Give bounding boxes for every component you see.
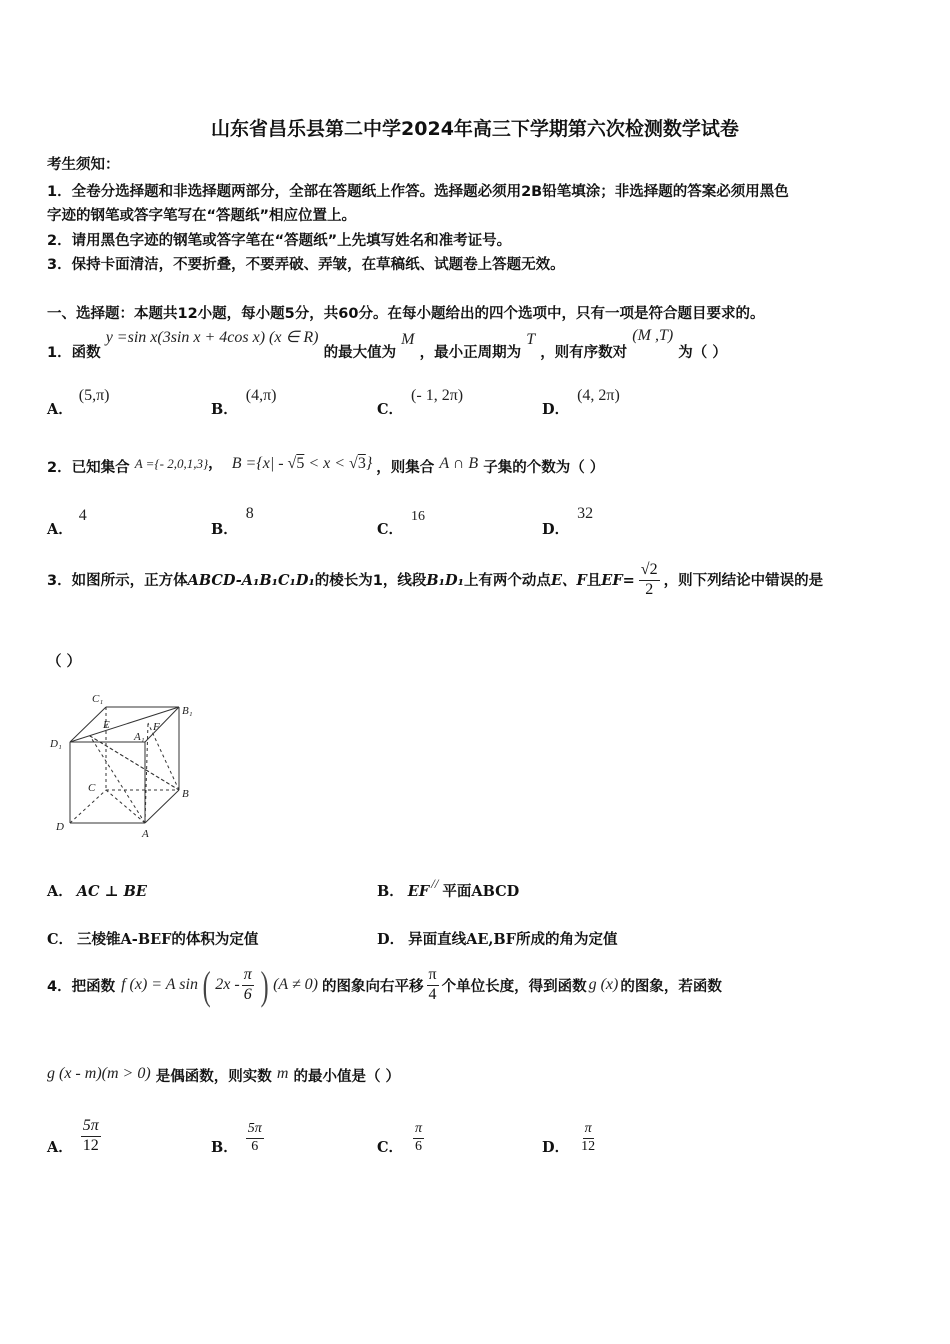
label-d: D <box>56 821 64 833</box>
notice-line-2: 2．请用黑色字迹的钢笔或答字笔在“答题纸”上先填写姓名和准考证号。 <box>47 233 512 249</box>
q2-lead: 2．已知集合 <box>47 460 130 476</box>
label-e: E <box>103 719 110 731</box>
q2-text-1: ，则集合 <box>376 460 435 476</box>
label-d1: D₁ <box>50 738 62 750</box>
q1-pair: (M ,T) <box>632 327 674 344</box>
label-b1: B₁ <box>182 705 193 717</box>
section-header: 一、选择题：本题共12小题，每小题5分，共60分。在每小题给出的四个选项中，只有一项是符合题目要求的。 <box>47 306 765 322</box>
label-b: B <box>182 788 189 800</box>
q1-option-c[interactable]: C．(- 1, 2π) <box>377 387 464 418</box>
question-1 <box>47 326 727 361</box>
label-f: F <box>153 721 160 733</box>
q3-ef-fraction: $\frac{√2}{2}$ <box>640 561 658 598</box>
q4-option-a[interactable]: A． $\frac{5\pi}{12}$ <box>47 1117 99 1156</box>
q3-option-a[interactable]: A． AC ⊥ BE <box>47 883 147 900</box>
label-c1: C₁ <box>92 693 104 705</box>
question-4: 4．把函数 f (x) = A sin ( 2x - $\frac{\pi}{6}$ ) (A ≠ 0) 的图象向右平移 $\frac{\pi}{4}$ 个单位长度，得到函数 g (x) 的图象，若函数 <box>47 962 722 1008</box>
label-a: A <box>142 828 149 840</box>
q3-option-b[interactable]: B． EF // 平面ABCD <box>377 876 520 900</box>
page-title: 山东省昌乐县第二中学2024年高三下学期第六次检测数学试卷 <box>211 118 739 140</box>
q4-f: f (x) = A sin <box>121 976 198 993</box>
q1-option-a[interactable]: A．(5,π) <box>47 387 110 418</box>
q1-M: M <box>401 331 415 348</box>
question-4-line-2: g (x - m)(m > 0) 是偶函数，则实数 m 的最小值是（ ） <box>47 1065 401 1085</box>
q1-text-3: ，则有序数对 <box>540 345 628 361</box>
q3-paren: （ ） <box>47 654 82 670</box>
label-a1: A₁ <box>134 731 145 743</box>
q1-text-2: ，最小正周期为 <box>419 345 522 361</box>
q2-option-b[interactable]: B．8 <box>211 505 254 538</box>
q2-intersection: A ∩ B <box>439 455 479 472</box>
q1-option-b[interactable]: B．(4,π) <box>211 387 277 418</box>
q2-set-b: B ={x| - √5 < x < √3} <box>231 455 373 472</box>
q4-option-d[interactable]: D． $\frac{\pi}{12}$ <box>542 1121 596 1156</box>
q1-lead: 1．函数 <box>47 345 101 361</box>
q4-option-c[interactable]: C． $\frac{\pi}{6}$ <box>377 1121 423 1156</box>
q2-text-2: 子集的个数为（ ） <box>483 460 605 476</box>
q2-option-d[interactable]: D．32 <box>542 505 594 538</box>
label-c: C <box>88 782 96 794</box>
q1-T: T <box>526 331 536 348</box>
notice-line-3: 3．保持卡面清洁，不要折叠，不要弄破、弄皱，在草稿纸、试题卷上答题无效。 <box>47 257 565 273</box>
q2-option-a[interactable]: A．4 <box>47 507 87 538</box>
notice-heading: 考生须知： <box>47 157 120 173</box>
notice-line-1a: 1．全卷分选择题和非选择题两部分，全部在答题纸上作答。选择题必须用2B铅笔填涂；非选择题的答案必须用黑色 <box>47 184 789 200</box>
q1-text-4: 为（ ） <box>678 345 727 361</box>
q2-set-a: A ={- 2,0,1,3} <box>134 456 209 471</box>
cube-figure <box>48 690 208 840</box>
question-2: 2．已知集合 A ={- 2,0,1,3}， B ={x| - √5 < x < √3} ，则集合 A ∩ B 子集的个数为（ ） <box>47 455 605 476</box>
q2-option-c[interactable]: C．16 <box>377 509 426 538</box>
q3-option-d[interactable]: D． 异面直线AE,BF所成的角为定值 <box>377 931 618 948</box>
question-3: 3．如图所示，正方体ABCD-A₁B₁C₁D₁的棱长为1，线段B₁D₁上有两个动点E、F且EF= $\frac{√2}{2}$ ，则下列结论中错误的是 <box>47 561 824 598</box>
q1-function: y =sin x(3sin x + 4cos x) (x ∈ R) <box>105 329 319 346</box>
q1-option-d[interactable]: D．(4, 2π) <box>542 387 620 418</box>
q1-text-1: 的最大值为 <box>323 345 397 361</box>
q4-option-b[interactable]: B． $\frac{5\pi}{6}$ <box>211 1121 262 1156</box>
q3-option-c[interactable]: C． 三棱锥A-BEF的体积为定值 <box>47 931 259 948</box>
notice-line-1b: 字迹的钢笔或答字笔写在“答题纸”相应位置上。 <box>47 208 357 224</box>
